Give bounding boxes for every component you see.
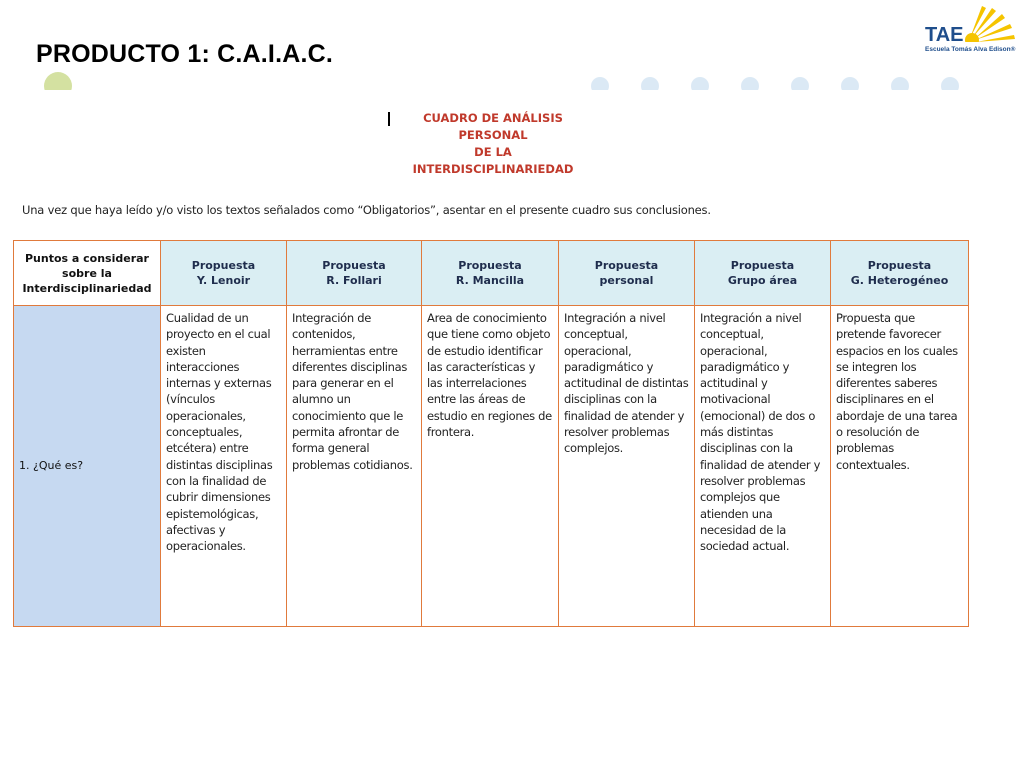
header-line: Interdisciplinariedad: [22, 281, 152, 295]
decorative-dots: [40, 70, 980, 100]
header-cell-follari: [287, 241, 422, 306]
instructions-text: Una vez que haya leído y/o visto los textos señalados como “Obligatorios”, asentar en el presente cuadro sus conclusiones.: [22, 203, 711, 217]
document-title-line: INTERDISCIPLINARIEDAD: [412, 162, 574, 176]
header-cell-points: [14, 241, 161, 306]
header-line: sobre la: [62, 266, 112, 280]
cell-follari: Integración de contenidos, herramientas entre diferentes disciplinas para generar en el alumno un conocimiento que le permita afrontar de forma general problemas cotidianos.: [287, 306, 422, 627]
analysis-table: [13, 240, 969, 627]
logo-subtitle: Escuela Tomás Alva Edison®: [925, 46, 1016, 53]
header-cell-heterogeneo: [831, 241, 969, 306]
header-cell-personal: [559, 241, 695, 306]
header-line: Puntos a considerar: [24, 251, 149, 265]
document-title-line: DE LA: [474, 145, 512, 159]
header-line: Propuesta: [322, 259, 386, 272]
header-cell-grupo-area: [695, 241, 831, 306]
header-line: Y. Lenoir: [196, 274, 251, 287]
header-cell-lenoir: [161, 241, 287, 306]
header-cell-mancilla: [422, 241, 559, 306]
tae-logo: [922, 2, 1022, 60]
header-line: G. Heterogéneo: [850, 274, 949, 287]
document-title-line: CUADRO DE ANÁLISIS PERSONAL: [423, 111, 563, 142]
cell-personal: Integración a nivel conceptual, operacional, paradigmático y actitudinal de distintas disciplinas con la finalidad de atender y resolver problemas complejos.: [559, 306, 695, 627]
slide-title: PRODUCTO 1: C.A.I.A.C.: [36, 40, 334, 68]
header-line: Grupo área: [727, 274, 798, 287]
header-line: R. Follari: [326, 274, 382, 287]
row-label: 1. ¿Qué es?: [14, 306, 161, 627]
header-line: Propuesta: [867, 259, 932, 272]
header-row: [14, 241, 969, 306]
cell-lenoir: Cualidad de un proyecto en el cual existen interacciones internas y externas (vínculos operacionales, conceptuales, etcétera) entre distintas disciplinas con la finalidad de cubrir dimensiones epistemológicas, afectivas y operacionales.: [161, 306, 287, 627]
document-title: [388, 110, 598, 178]
header-line: personal: [599, 274, 654, 287]
cell-mancilla: Area de conocimiento que tiene como objeto de estudio identificar las características y las interrelaciones entre las áreas de estudio en regiones de frontera.: [422, 306, 559, 627]
header-line: Propuesta: [191, 259, 256, 272]
table-row: [14, 306, 969, 627]
header-line: Propuesta: [594, 259, 659, 272]
cell-grupo-area: Integración a nivel conceptual, operacional, paradigmático y actitudinal y motivacional (emocional) de dos o más distintas disciplinas con la finalidad de atender y resolver problemas complejos que atienden una necesidad de la sociedad actual.: [695, 306, 831, 627]
header-line: R. Mancilla: [455, 274, 525, 287]
header-line: Propuesta: [730, 259, 795, 272]
logo-wordmark: TAE: [925, 24, 964, 46]
header-line: Propuesta: [458, 259, 522, 272]
cell-heterogeneo: Propuesta que pretende favorecer espacios en los cuales se integren los diferentes saberes disciplinares en el abordaje de una tarea o resolución de problemas contextuales.: [831, 306, 969, 627]
